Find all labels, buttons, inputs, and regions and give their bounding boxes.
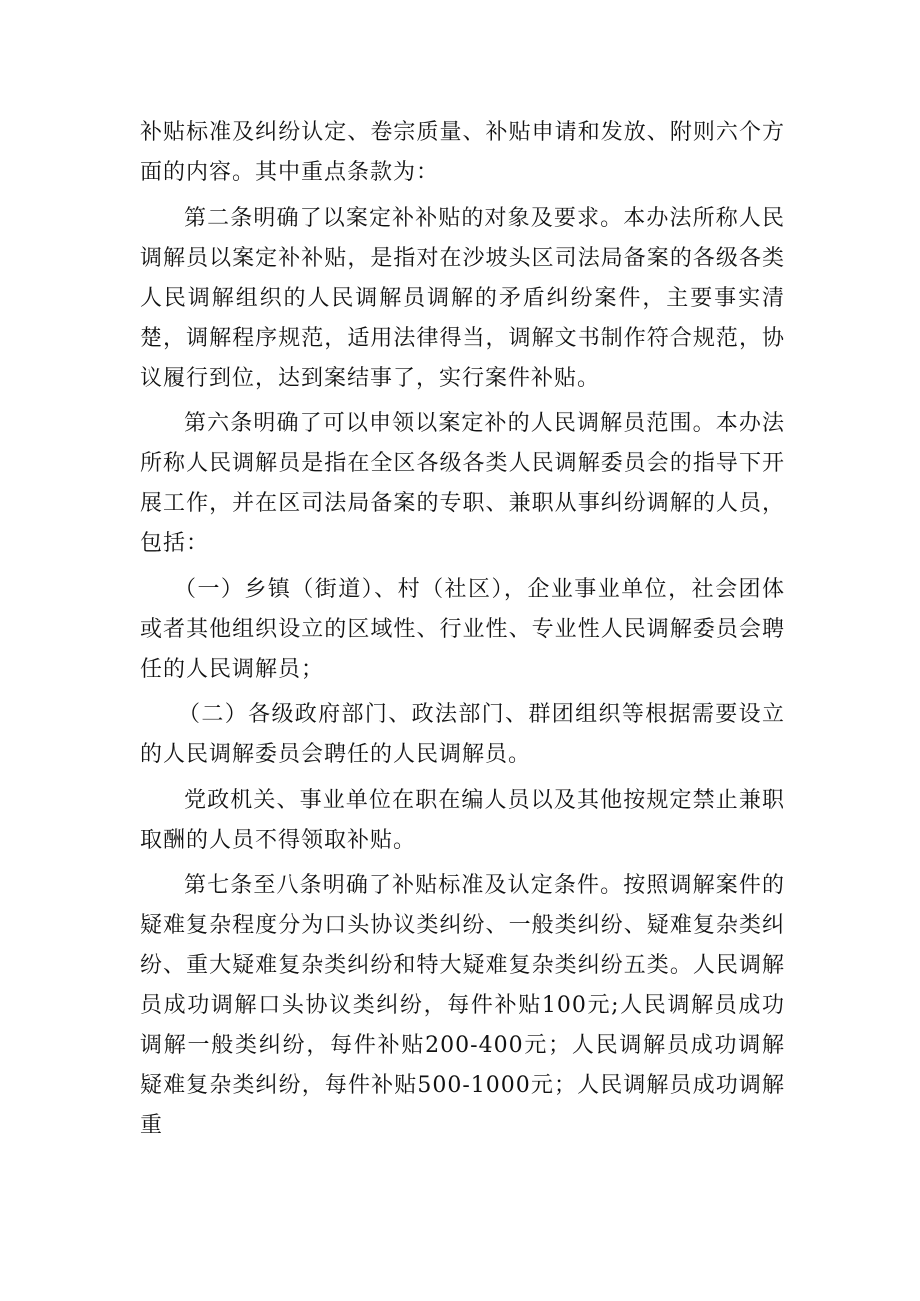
document-page xyxy=(140,113,785,1152)
paragraph-exclusion: 党政机关、事业单位在职在编人员以及其他按规定禁止兼职取酬的人员不得领取补贴。 xyxy=(140,787,785,853)
paragraph-item-2: （二）各级政府部门、政法部门、群团组织等根据需要设立的人民调解委员会聘任的人民调解员。 xyxy=(140,702,785,767)
paragraph-article-2: 第二条明确了以案定补补贴的对象及要求。本办法所称人民调解员以案定补补贴，是指对在沙坡头区司法局备案的各级各类人民调解组织的人民调解员调解的矛盾纠纷案件，主要事实清楚，调解程序规范，适用法律得当，调解文书制作符合规范，协议履行到位，达到案结事了，实行案件补贴。 xyxy=(140,205,785,391)
paragraph-continuation: 补贴标准及纠纷认定、卷宗质量、补贴申请和发放、附则六个方面的内容。其中重点条款为： xyxy=(140,120,785,185)
paragraph-item-1: （一）乡镇（街道）、村（社区），企业事业单位，社会团体或者其他组织设立的区域性、行业性、专业性人民调解委员会聘任的人民调解员； xyxy=(140,576,785,682)
paragraph-article-7-8: 第七条至八条明确了补贴标准及认定条件。按照调解案件的疑难复杂程度分为口头协议类纠纷、一般类纠纷、疑难复杂类纠纷、重大疑难复杂类纠纷和特大疑难复杂类纠纷五类。人民调解员成功调解口头协议类纠纷，每件补贴100元;人民调解员成功调解一般类纠纷，每件补贴200-400元；人民调解员成功调解疑难复杂类纠纷，每件补贴500-1000元；人民调解员成功调解重 xyxy=(140,873,785,1138)
paragraph-article-6: 第六条明确了可以申领以案定补的人民调解员范围。本办法所称人民调解员是指在全区各级各类人民调解委员会的指导下开展工作，并在区司法局备案的专职、兼职从事纠纷调解的人员，包括： xyxy=(140,411,785,556)
